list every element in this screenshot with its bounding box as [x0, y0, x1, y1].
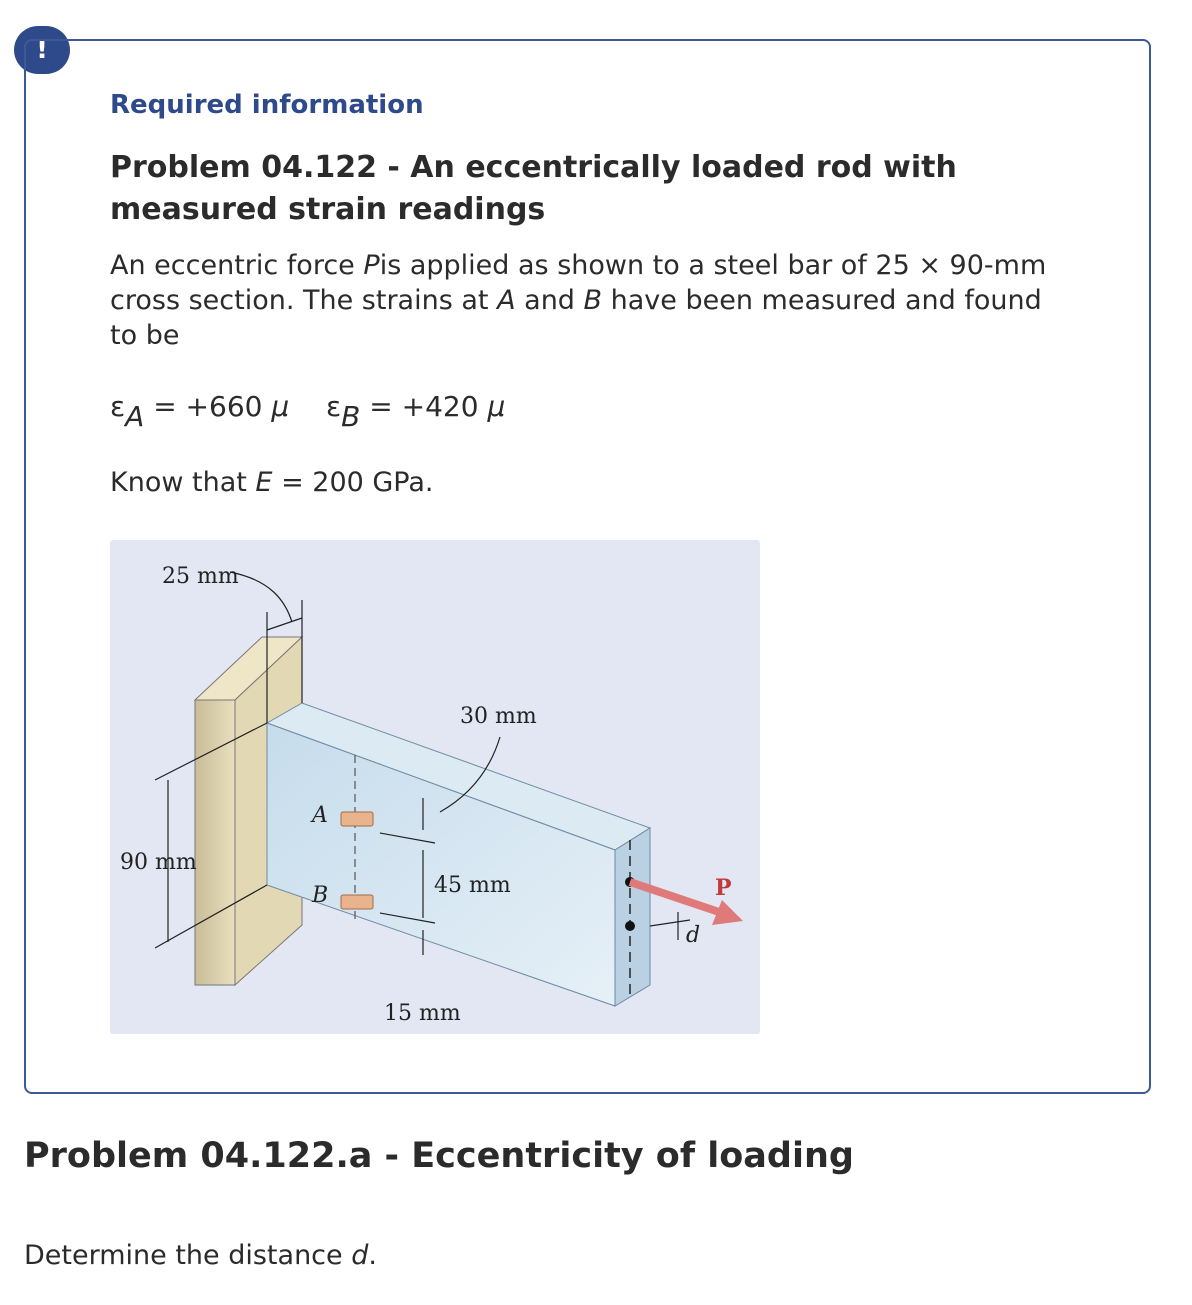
required-info-title: Required information	[110, 90, 424, 120]
bar-diagram	[110, 540, 760, 1034]
label-30mm: 30 mm	[460, 704, 537, 729]
label-25mm: 25 mm	[162, 564, 239, 589]
strain-gage-a	[341, 812, 373, 826]
label-d: d	[686, 923, 701, 948]
label-15mm: 15 mm	[384, 1001, 461, 1026]
strain-a: $\varepsilon_A = +660$ μ	[110, 390, 290, 433]
problem-title: Problem 04.122 - An eccentrically loaded rod with measured strain readings	[110, 150, 957, 227]
steel-bar	[267, 703, 650, 1006]
modulus-statement: Know that E = 200 GPa.	[110, 467, 434, 498]
question-text: Determine the distance d.	[24, 1240, 377, 1271]
label-a: A	[312, 803, 328, 828]
label-b: B	[312, 883, 329, 908]
strain-b: $\varepsilon_B = +420$ μ	[326, 390, 506, 433]
subproblem-title: Problem 04.122.a - Eccentricity of loading	[24, 1136, 854, 1176]
label-p: P	[715, 875, 732, 901]
alert-icon: !	[14, 26, 70, 74]
label-45mm: 45 mm	[434, 873, 511, 898]
strain-gage-b	[341, 895, 373, 909]
centroid-point	[625, 921, 635, 931]
problem-statement: An eccentric force Pis applied as shown to a steel bar of 25 × 90-mm cross section. The strains at A and B have been measured and found to be	[110, 250, 1047, 351]
problem-figure	[110, 540, 760, 1034]
label-90mm: 90 mm	[120, 850, 197, 875]
